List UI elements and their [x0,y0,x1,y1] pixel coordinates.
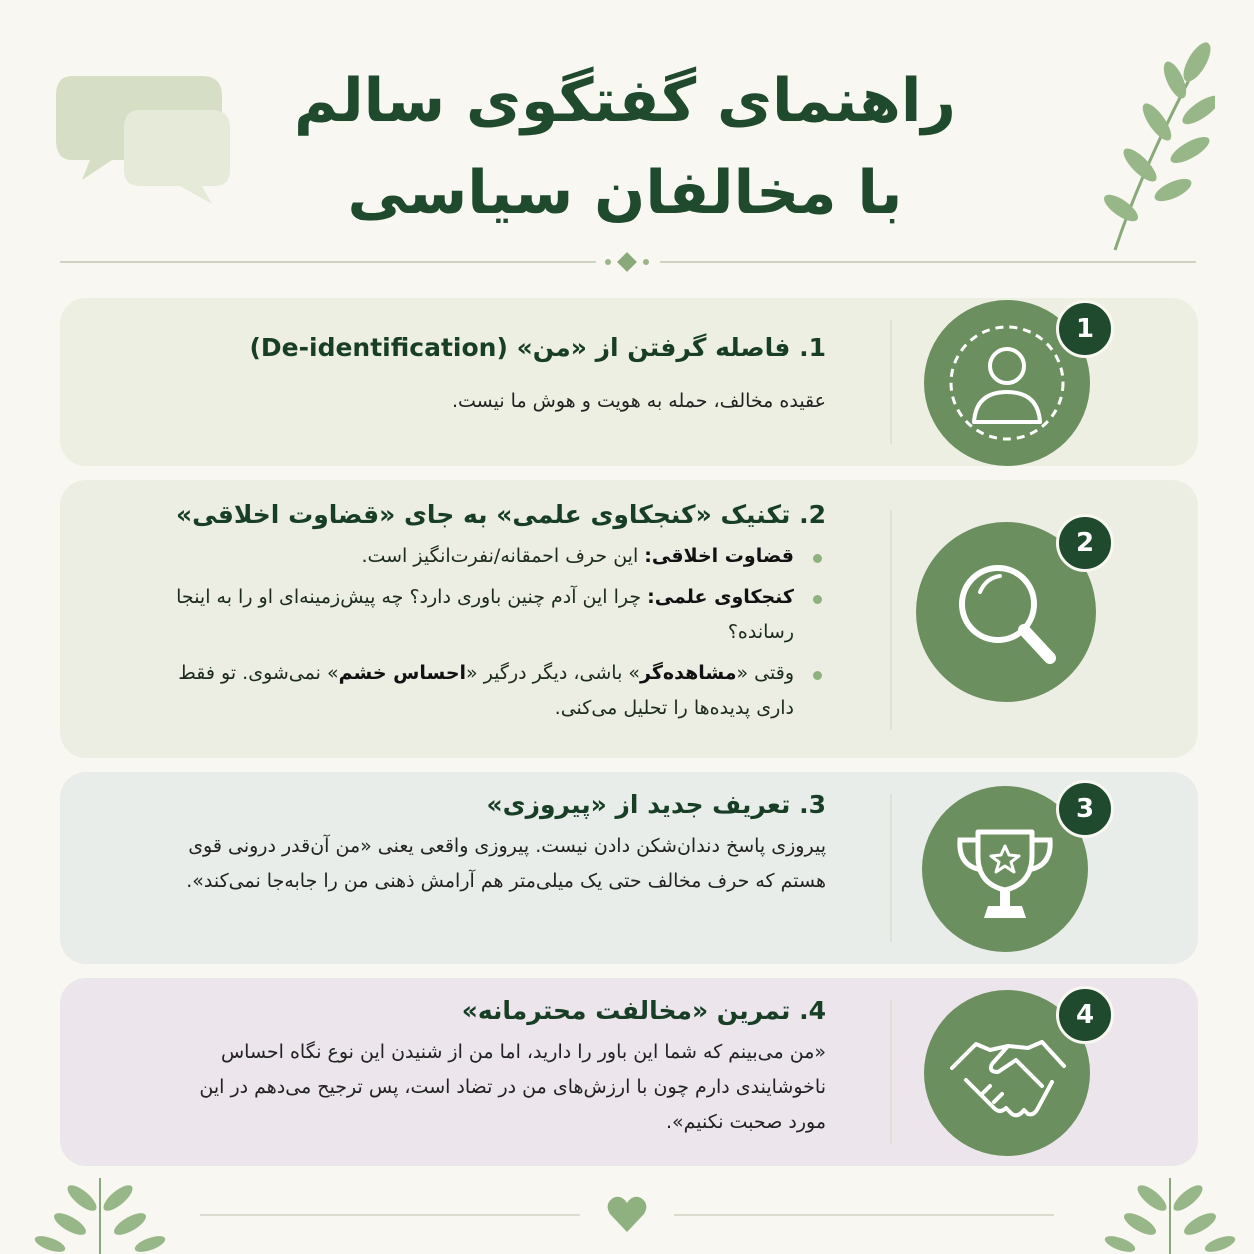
leaf-sprig-left-icon [30,1168,170,1254]
leaf-branch-icon [1085,40,1215,255]
section-2-divider [890,510,892,730]
section-2-content [176,500,826,732]
bullet-text: وقتی « [736,662,794,684]
title-line-2: با مخالفان سیاسی [347,158,903,228]
speech-bubbles-icon [52,68,237,208]
list-item [176,580,826,650]
section-4-heading: 4. تمرین «مخالفت محترمانه» [461,996,826,1025]
bullet-text: » باشی، دیگر درگیر « [466,662,641,684]
bullet-text: » نمی‌شوی. تو فقط داری پدیده‌ها را تحلیل می‌کنی. [178,662,794,719]
section-4-content [156,996,826,1140]
list-item [176,656,826,726]
section-1-divider [890,320,892,444]
section-3-number: 3 [1056,780,1114,838]
section-3-divider [890,794,892,942]
section-4-divider [890,1000,892,1144]
page-title [230,55,1020,239]
section-2-heading: 2. تکنیک «کنجکاوی علمی» به جای «قضاوت اخلاقی» [176,500,826,529]
heart-icon [606,1194,648,1234]
bullet-text: چرا این آدم چنین باوری دارد؟ چه پیش‌زمینه‌ای او را به اینجا رسانده؟ [176,586,794,643]
section-4-number: 4 [1056,986,1114,1044]
footer-divider-right [674,1214,1054,1216]
title-line-1: راهنمای گفتگوی سالم [294,66,956,136]
section-3-text: پیروزی پاسخ دندان‌شکن دادن نیست. پیروزی واقعی یعنی «من آن‌قدر درونی قوی هستم که حرف مخالف حتی یک میلی‌متر هم آرامش ذهنی من را جابه‌جا نمی‌کند». [186,835,826,892]
section-1-content [249,333,826,419]
bullet-bold: مشاهده‌گر [640,662,737,684]
footer-divider-left [200,1214,580,1216]
section-2-bullets [176,539,826,726]
bullet-bold: قضاوت اخلاقی: [644,545,794,567]
section-1-heading: 1. فاصله گرفتن از «من» (De-identification) [249,333,826,362]
list-item [176,539,826,574]
title-divider [60,252,1196,272]
bullet-text: این حرف احمقانه/نفرت‌انگیز است. [361,545,645,567]
section-4-text: «من می‌بینم که شما این باور را دارید، اما من از شنیدن این نوع نگاه احساس ناخوشایندی دارم چون با ارزش‌های من در تضاد است، پس ترجیح می‌دهم در این مورد صحبت نکنیم». [199,1041,826,1133]
section-3-content [166,790,826,899]
section-1-number: 1 [1056,300,1114,358]
section-3-heading: 3. تعریف جدید از «پیروزی» [486,790,826,819]
section-2-number: 2 [1056,514,1114,572]
bullet-bold: کنجکاوی علمی: [647,586,794,608]
bullet-bold: احساس خشم [338,662,467,684]
section-1-text: عقیده مخالف، حمله به هویت و هوش ما نیست. [451,390,826,412]
leaf-sprig-right-icon [1100,1168,1240,1254]
